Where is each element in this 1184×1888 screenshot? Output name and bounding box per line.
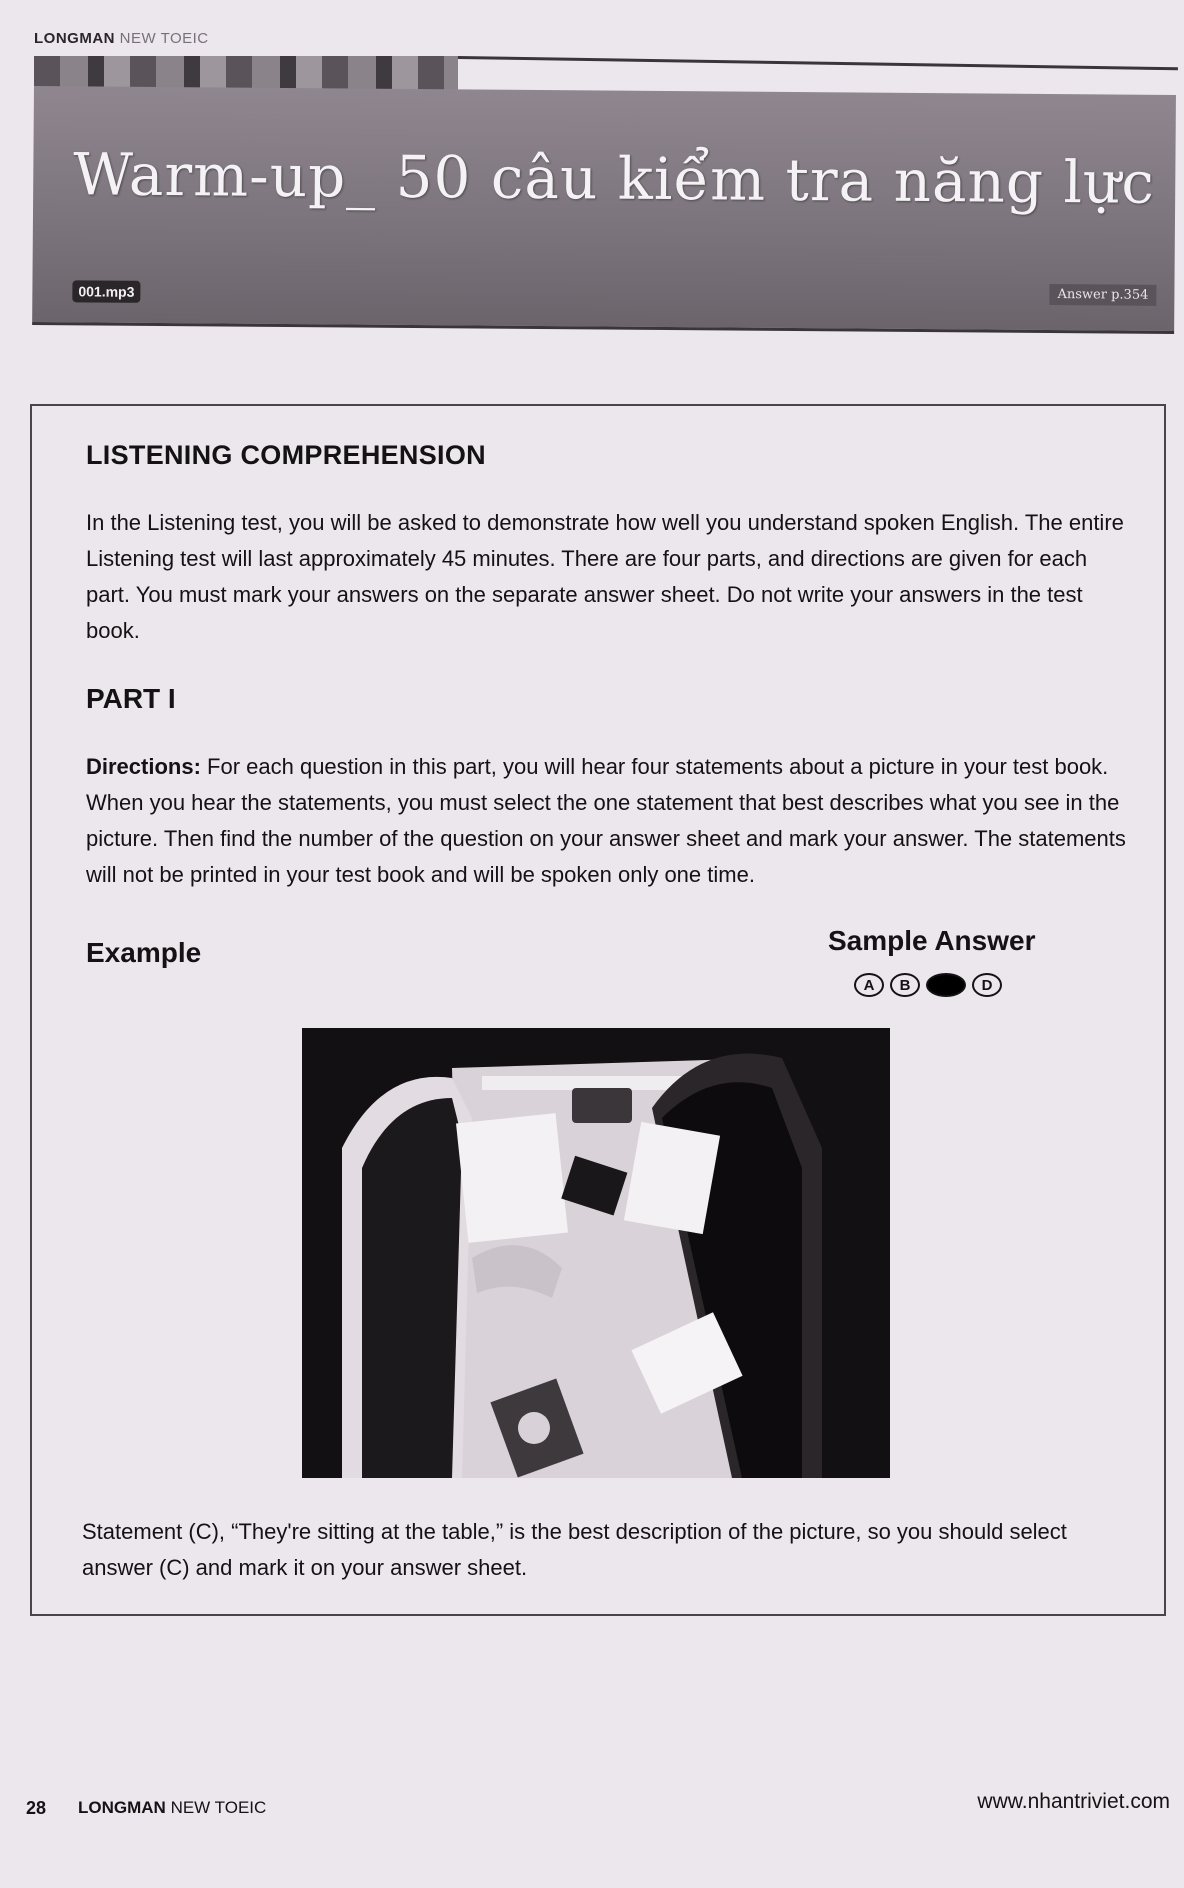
answer-bubble-b: B [890, 973, 920, 997]
example-label: Example [86, 937, 202, 968]
answer-bubble-d: D [972, 973, 1002, 997]
answer-reference: Answer p.354 [1049, 284, 1156, 306]
header-brand-light: NEW TOEIC [119, 30, 209, 47]
example-statement: Statement (C), “They're sitting at the table,” is the best description of the picture, so you should select answer (C) and mark it on your answer sheet. [82, 1519, 1067, 1580]
footer-brand [78, 1798, 266, 1818]
audio-file-badge: 001.mp3 [72, 280, 140, 303]
directions-label: Directions: [86, 754, 201, 779]
part-directions [86, 749, 1126, 893]
title-banner [32, 86, 1176, 334]
example-row [86, 925, 1126, 1015]
page-title: Warm-up_ 50 câu kiểm tra năng lực [73, 140, 1156, 217]
section-content [86, 440, 1126, 1015]
footer-url: www.nhantriviet.com [977, 1790, 1170, 1813]
answer-bubble-a: A [854, 973, 884, 997]
section-intro: In the Listening test, you will be asked to demonstrate how well you understand spoken English. The entire Listening test will last approximately 45 minutes. There are four parts, and directions are given for each part. You must mark your answers on the separate answer sheet. Do not write your answers in the test book. [86, 510, 1124, 643]
listening-section-box [30, 404, 1166, 1616]
header-rule [458, 56, 1178, 70]
part-heading: PART I [86, 683, 176, 714]
sample-answer-label: Sample Answer [828, 925, 1036, 956]
directions-text: For each question in this part, you will hear four statements about a picture in your test book. When you hear the statements, you must select the one statement that best describes what you see in the picture. Then find the number of the question on your answer sheet and mark your answer. The statements will not be printed in your test book and will be spoken only one time. [86, 754, 1126, 887]
answer-bubble-c-filled: C [926, 973, 966, 997]
footer-brand-bold: LONGMAN [78, 1798, 166, 1817]
header-brand-bold: LONGMAN [34, 30, 115, 47]
footer-brand-light: NEW TOEIC [170, 1798, 267, 1817]
sample-answer-bubbles [854, 973, 1002, 997]
page-number: 28 [26, 1798, 47, 1818]
header-brand [34, 30, 209, 47]
section-heading: LISTENING COMPREHENSION [86, 440, 486, 470]
example-photo [302, 1028, 890, 1478]
page-footer [26, 1790, 1170, 1828]
